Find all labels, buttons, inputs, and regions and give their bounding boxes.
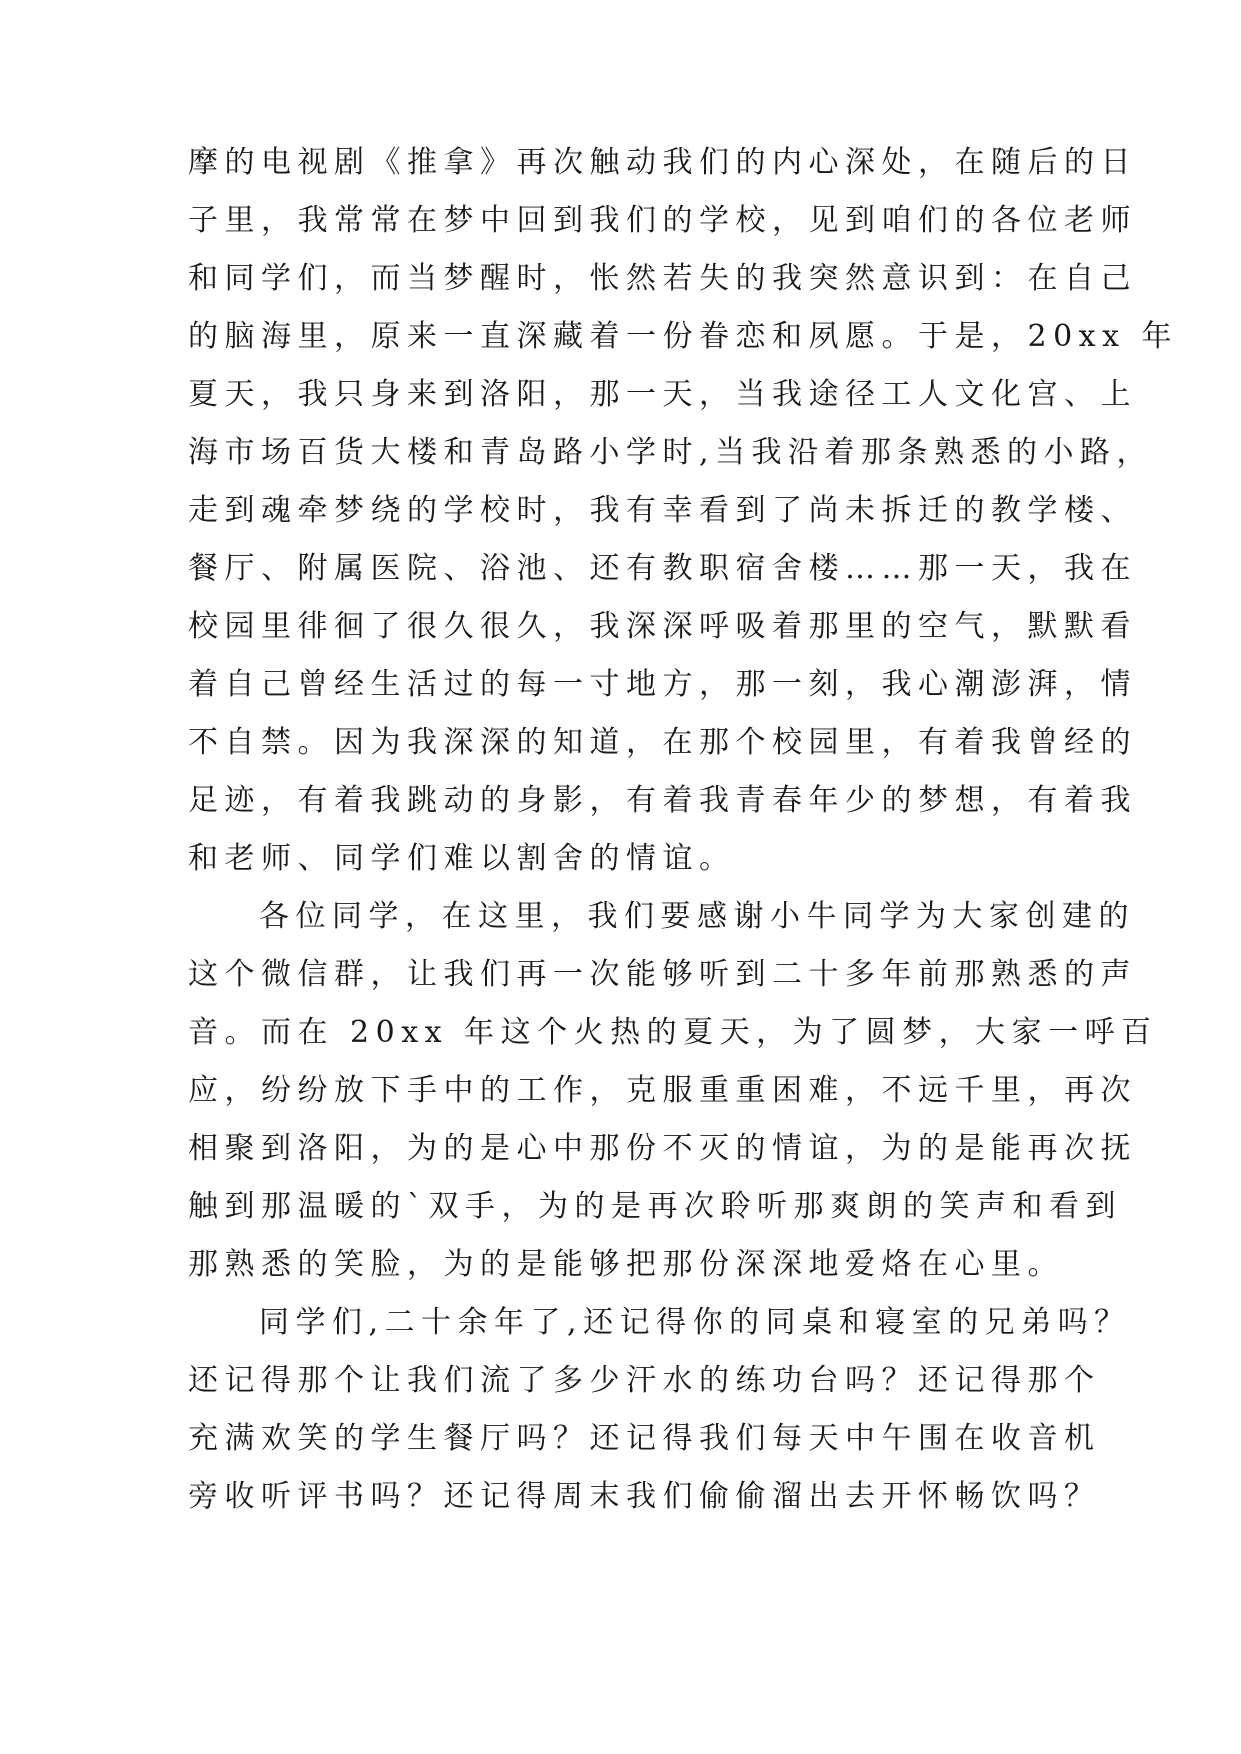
text-line: 和老师、同学们难以割舍的情谊。 — [188, 841, 736, 876]
body-text — [188, 134, 1179, 1526]
text-line: 音。而在 20xx 年这个火热的夏天，为了圆梦，大家一呼百 — [188, 1015, 1158, 1050]
text-line: 旁收听评书吗？还记得周末我们偷偷溜出去开怀畅饮吗？ — [188, 1479, 1101, 1514]
text-line: 相聚到洛阳，为的是心中那份不灭的情谊，为的是能再次抚 — [188, 1131, 1137, 1166]
paragraph-first-line: 同学们,二十余年了,还记得你的同桌和寝室的兄弟吗？ — [259, 1305, 1131, 1340]
text-line: 校园里徘徊了很久很久，我深深呼吸着那里的空气，默默看 — [188, 609, 1137, 644]
text-line: 那熟悉的笑脸，为的是能够把那份深深地爱烙在心里。 — [188, 1247, 1064, 1282]
paragraph-first-line: 各位同学，在这里，我们要感谢小牛同学为大家创建的 — [259, 899, 1135, 934]
text-line: 还记得那个让我们流了多少汗水的练功台吗？还记得那个 — [188, 1363, 1101, 1398]
text-line: 这个微信群，让我们再一次能够听到二十多年前那熟悉的声 — [188, 957, 1137, 992]
text-line: 足迹，有着我跳动的身影，有着我青春年少的梦想，有着我 — [188, 783, 1137, 818]
text-line: 子里，我常常在梦中回到我们的学校，见到咱们的各位老师 — [188, 203, 1137, 238]
text-line: 夏天，我只身来到洛阳，那一天，当我途径工人文化宫、上 — [188, 377, 1137, 412]
text-line: 着自己曾经生活过的每一寸地方，那一刻，我心潮澎湃，情 — [188, 667, 1137, 702]
text-line: 和同学们，而当梦醒时，怅然若失的我突然意识到：在自己 — [188, 261, 1137, 296]
text-line: 充满欢笑的学生餐厅吗？还记得我们每天中午围在收音机 — [188, 1421, 1101, 1456]
text-line: 的脑海里，原来一直深藏着一份眷恋和夙愿。于是，20xx 年 — [188, 319, 1179, 354]
text-line: 餐厅、附属医院、浴池、还有教职宿舍楼……那一天，我在 — [188, 551, 1137, 586]
text-line: 海市场百货大楼和青岛路小学时,当我沿着那条熟悉的小路， — [188, 435, 1154, 470]
text-line: 不自禁。因为我深深的知道，在那个校园里，有着我曾经的 — [188, 725, 1137, 760]
text-line: 摩的电视剧《推拿》再次触动我们的内心深处，在随后的日 — [188, 145, 1137, 180]
text-line: 应，纷纷放下手中的工作，克服重重困难，不远千里，再次 — [188, 1073, 1137, 1108]
text-line: 走到魂牵梦绕的学校时，我有幸看到了尚未拆迁的教学楼、 — [188, 493, 1137, 528]
text-line: 触到那温暖的`双手，为的是再次聆听那爽朗的笑声和看到 — [188, 1189, 1122, 1224]
